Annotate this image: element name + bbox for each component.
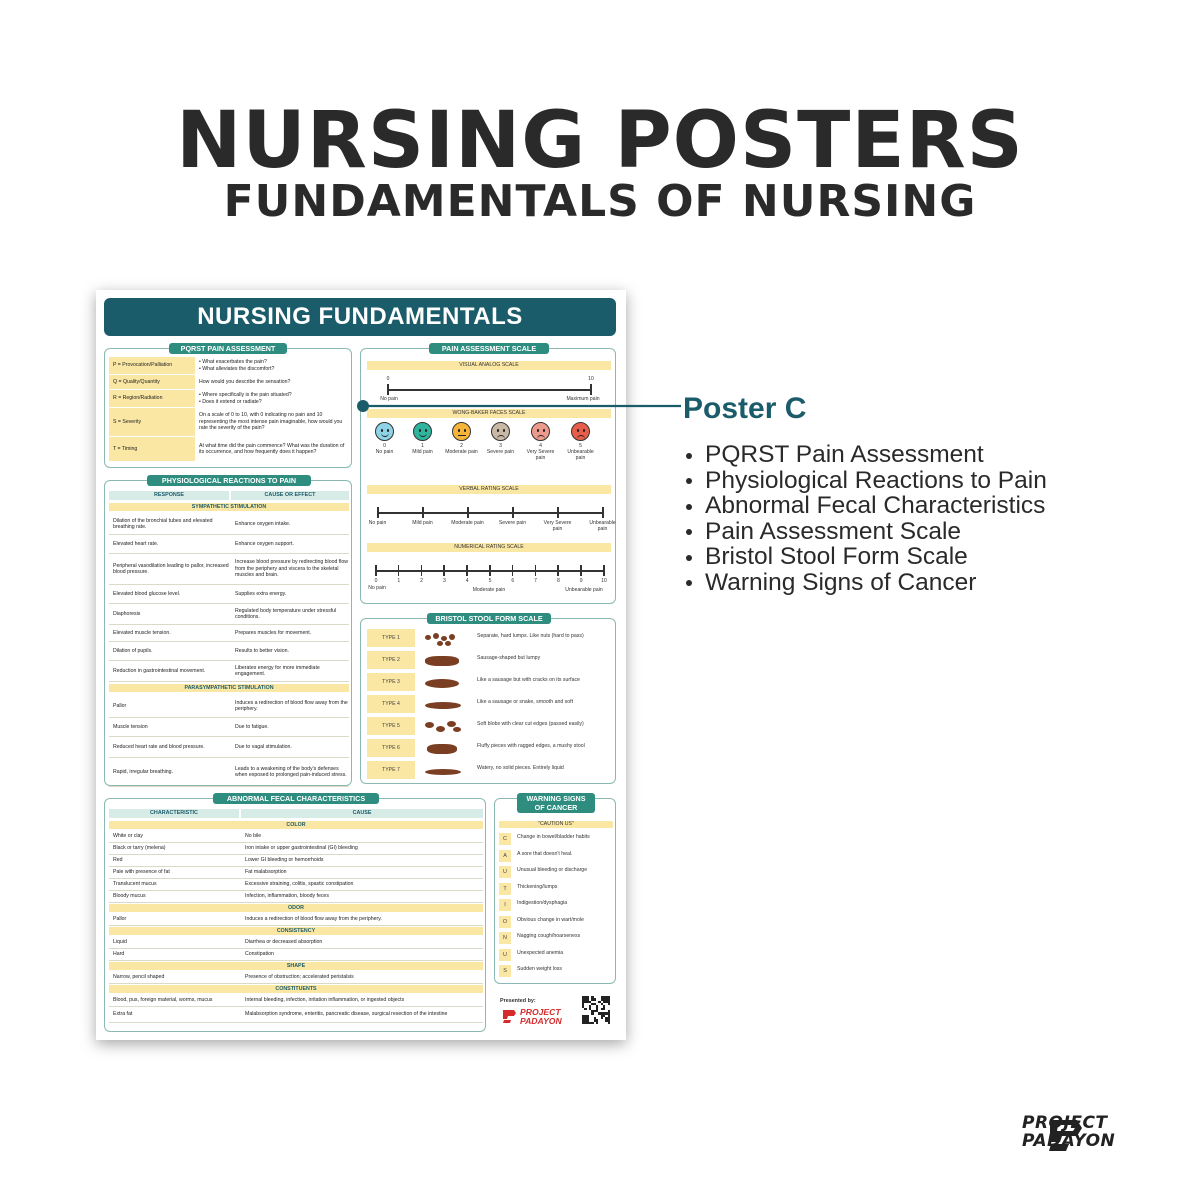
callout-list: [686, 442, 1047, 595]
face-eye-left: [497, 429, 500, 432]
cancer-letter: S: [499, 965, 511, 977]
physio-response: Dilation of pupils.: [113, 647, 153, 654]
verbal-label-item: No pain: [368, 520, 387, 526]
cancer-sign: Change in bowel/bladder habits: [517, 834, 590, 840]
verbal-tick: [377, 507, 379, 518]
pain-face: [491, 422, 510, 441]
face-number: 1: [421, 443, 424, 449]
face-eye-right: [543, 429, 546, 432]
fecal-row: [109, 995, 483, 1006]
qr-module: [596, 1022, 598, 1024]
physio-response: Elevated muscle tension.: [113, 629, 171, 636]
fecal-row: [109, 891, 483, 902]
bullet-icon: [686, 555, 692, 561]
stool-blob: [453, 727, 461, 732]
fecal-section: COLOR: [109, 821, 483, 829]
fecal-cause: Malabsorption syndrome, enteritis, pancreatic disease, surgical resection of the intestine: [245, 1011, 448, 1018]
fecal-row: [109, 879, 483, 890]
fecal-row: [109, 949, 483, 960]
bristol-stool-shape: [425, 764, 465, 778]
fecal-divider: [109, 902, 483, 903]
pqrst-row: [109, 408, 349, 436]
fecal-row: [109, 937, 483, 948]
cancer-letter: T: [499, 883, 511, 895]
fecal-row: [109, 914, 483, 925]
pqrst-row: [109, 375, 349, 389]
numerical-tick: [580, 565, 582, 576]
cancer-acronym: "CAUTION US": [499, 821, 613, 828]
fecal-section: CONSTITUENTS: [109, 985, 483, 993]
pain-scale-title: PAIN ASSESSMENT SCALE: [429, 343, 549, 354]
fecal-characteristic: White or clay: [113, 833, 143, 840]
numerical-tick: [421, 565, 423, 576]
pqrst-value: • Where specifically is the pain situated? • Does it extend or radiate?: [199, 392, 292, 405]
callout-item-text: Abnormal Fecal Characteristics: [705, 492, 1046, 519]
cancer-title: [517, 793, 595, 813]
bristol-type: TYPE 2: [367, 651, 415, 669]
bristol-type: TYPE 5: [367, 717, 415, 735]
cancer-letter: N: [499, 932, 511, 944]
fecal-divider: [109, 960, 483, 961]
physio-effect: Leads to a weakening of the body's defenses when exposed to prolonged pain-induced stress.: [235, 765, 347, 778]
stool-blob: [437, 641, 443, 646]
fecal-characteristic: Narrow, pencil shaped: [113, 974, 165, 981]
physio-response: Reduced heart rate and blood pressure.: [113, 743, 205, 750]
face-label: Unbearable pain: [567, 449, 594, 461]
physio-row: [109, 718, 349, 736]
physio-row: [109, 535, 349, 553]
bristol-stool-shape: [425, 698, 465, 712]
cancer-panel: [494, 794, 616, 984]
callout-connector: [355, 398, 685, 414]
fecal-cause: Induces a redirection of blood flow away from the periphery.: [245, 916, 382, 923]
face-mouth: [381, 432, 389, 437]
fecal-cause: Internal bleeding, infection, irritation inflammation, or ingested objects: [245, 997, 405, 1004]
pain-face: [413, 422, 432, 441]
vas-tick-left: [387, 384, 389, 395]
presented-by: Presented by:: [500, 998, 536, 1004]
face-eye-left: [458, 429, 461, 432]
verbal-label: VERBAL RATING SCALE: [367, 485, 611, 494]
qr-module: [591, 1012, 593, 1014]
verbal-label-item: Mild pain: [412, 520, 433, 526]
physio-response: Pallor: [113, 702, 127, 709]
physio-title: PHYSIOLOGICAL REACTIONS TO PAIN: [147, 475, 311, 486]
bristol-type: TYPE 6: [367, 739, 415, 757]
qr-module: [603, 1008, 605, 1010]
pqrst-row: [109, 357, 349, 374]
numerical-number: 4: [465, 578, 469, 584]
face-number: 4: [539, 443, 542, 449]
physio-divider: [109, 681, 349, 682]
cancer-sign: Thickening/lumps: [517, 883, 558, 890]
pqrst-key: P = Provocation/Palliation: [109, 357, 195, 374]
brand-logo-line2: PADAYON: [1022, 1131, 1116, 1151]
physio-response: Rapid, irregular breathing.: [113, 768, 173, 775]
face-label: No pain: [375, 449, 394, 455]
bristol-desc: Sausage-shaped but lumpy: [477, 655, 541, 661]
physio-panel: [104, 476, 352, 786]
cancer-title-line2: OF CANCER: [534, 803, 578, 812]
numerical-number: 0: [374, 578, 378, 584]
face-label: Severe pain: [486, 449, 515, 455]
physio-row: [109, 604, 349, 624]
physio-row: [109, 737, 349, 757]
stool-blob: [433, 633, 439, 639]
physio-response: Reduction in gastrointestinal movement.: [113, 667, 206, 674]
bullet-icon: [686, 453, 692, 459]
face-eye-right: [464, 429, 467, 432]
face-number: 0: [383, 443, 386, 449]
poster-brand-line2: PADAYON: [520, 1015, 562, 1026]
pain-face: [571, 422, 590, 441]
fecal-header-cause: CAUSE: [241, 809, 483, 818]
face-mouth: [458, 435, 466, 436]
pqrst-value: How would you describe the sensation?: [199, 378, 291, 385]
poster-brand-icon: [502, 1008, 518, 1024]
hero-subtitle: FUNDAMENTALS OF NURSING: [223, 176, 977, 227]
cancer-sign: Indigestion/dysphagia: [517, 900, 568, 906]
face-number: 3: [499, 443, 502, 449]
physio-section: SYMPATHETIC STIMULATION: [109, 503, 349, 511]
callout-label: Poster C: [683, 392, 807, 425]
qr-module: [591, 1022, 593, 1024]
physio-effect: Regulated body temperature under stressful conditions.: [235, 607, 337, 620]
pqrst-panel: [104, 344, 352, 468]
callout-item: [686, 519, 1047, 545]
fecal-panel: [104, 794, 486, 1032]
verbal-label-item: Severe pain: [498, 520, 527, 526]
fecal-characteristic: Pallor: [113, 916, 127, 923]
pqrst-key: Q = Quality/Quantity: [109, 375, 195, 389]
qr-module: [608, 1003, 610, 1005]
fecal-divider: [109, 925, 483, 926]
numerical-number: 7: [534, 578, 538, 584]
callout-item: [686, 570, 1047, 596]
physio-row: [109, 661, 349, 681]
bristol-type: TYPE 3: [367, 673, 415, 691]
bullet-icon: [686, 478, 692, 484]
fecal-cause: Diarrhea or decreased absorption: [245, 939, 323, 946]
poster-brand-line1: PROJECT: [520, 1007, 561, 1017]
stool-blob: [445, 641, 451, 646]
verbal-label-item: Moderate pain: [451, 520, 484, 526]
fecal-divider: [109, 983, 483, 984]
vas-line: [387, 389, 591, 391]
fecal-characteristic: Pale with presence of fat: [113, 869, 170, 876]
face-mouth: [577, 435, 585, 440]
stool-blob: [425, 722, 434, 728]
verbal-tick: [467, 507, 469, 518]
numerical-number: 5: [488, 578, 492, 584]
qr-code: [582, 996, 610, 1024]
stool-blob: [425, 656, 459, 666]
pqrst-value: At what time did the pain commence? What was the duration of its occurrence, and how frequently does it happen?: [199, 442, 345, 455]
bullet-icon: [686, 580, 692, 586]
fecal-cause: Presence of obstruction; accelerated peristalsis: [245, 974, 354, 981]
pain-scale-panel: [360, 344, 616, 604]
physio-response: Elevated heart rate.: [113, 540, 159, 547]
bristol-type: TYPE 7: [367, 761, 415, 779]
cancer-sign: Obvious change in wart/mole: [517, 916, 584, 923]
fecal-characteristic: Bloody mucus: [113, 893, 146, 900]
poster-title: NURSING FUNDAMENTALS: [104, 298, 616, 336]
physio-response: Dilation of the bronchial tubes and elevated breathing rate.: [113, 517, 213, 530]
physio-row: [109, 625, 349, 641]
numerical-tick: [512, 565, 514, 576]
numerical-tick: [489, 565, 491, 576]
wong-baker-label: WONG-BAKER FACES SCALE: [367, 409, 611, 418]
face-label: Moderate pain: [445, 449, 478, 455]
qr-module: [608, 1022, 610, 1024]
face-mouth: [537, 435, 545, 440]
physio-response: Elevated blood glucose level.: [113, 590, 181, 597]
numerical-tick: [557, 565, 559, 576]
bristol-desc: Watery, no solid pieces. Entirely liquid: [477, 765, 564, 771]
brand-logo-line1: PROJECT: [1022, 1113, 1108, 1133]
fecal-header-characteristic: CHARACTERISTIC: [109, 809, 239, 818]
vas-left-label: No pain: [380, 396, 398, 402]
callout-item-text: Physiological Reactions to Pain: [705, 466, 1047, 494]
pain-face: [452, 422, 471, 441]
fecal-characteristic: Blood, pus, foreign material, worms, mucus: [113, 997, 213, 1004]
physio-row: [109, 554, 349, 584]
face-label: Mild pain: [412, 449, 433, 455]
pqrst-row: [109, 390, 349, 407]
pqrst-value: On a scale of 0 to 10, with 0 indicating no pain and 10 representing the most intense pain imaginable, how would you rate the severity of the pain?: [199, 412, 343, 432]
numerical-number: 3: [442, 578, 446, 584]
callout-item: [686, 544, 1047, 570]
cancer-title-line1: WARNING SIGNS: [526, 794, 586, 803]
callout-item: [686, 468, 1047, 494]
cancer-sign: Sudden weight loss: [517, 966, 562, 972]
cancer-letter: A: [499, 850, 511, 862]
physio-row: [109, 642, 349, 660]
fecal-header: [109, 809, 483, 818]
stool-blob: [449, 634, 455, 640]
fecal-title: ABNORMAL FECAL CHARACTERISTICS: [213, 793, 379, 804]
physio-effect: Enhance oxygen support.: [235, 540, 294, 547]
fecal-cause: Lower GI bleeding or hemorrhoids: [245, 857, 324, 864]
fecal-row: [109, 867, 483, 878]
vas-label: VISUAL ANALOG SCALE: [367, 361, 611, 370]
physio-effect: Results to better vision.: [235, 647, 289, 654]
numerical-tick: [535, 565, 537, 576]
bristol-title: BRISTOL STOOL FORM SCALE: [427, 613, 551, 624]
poster-brand-text: [520, 1008, 562, 1025]
verbal-tick: [602, 507, 604, 518]
pain-face: [375, 422, 394, 441]
numerical-tick: [443, 565, 445, 576]
callout-item-text: Bristol Stool Form Scale: [705, 543, 968, 570]
numerical-left-label: No pain: [368, 585, 386, 591]
face-number: 5: [579, 443, 582, 449]
verbal-label-item: Unbearable pain: [589, 520, 616, 532]
stool-blob: [425, 635, 431, 640]
pqrst-key: R = Region/Radiation: [109, 390, 195, 407]
vas-max: 10: [588, 376, 594, 382]
physio-row: [109, 585, 349, 603]
vas-tick-right: [590, 384, 592, 395]
pqrst-key: S = Severity: [109, 408, 195, 436]
fecal-characteristic: Translucent mucus: [113, 881, 157, 888]
face-eye-left: [537, 429, 540, 432]
cancer-sign: Nagging cough/hoarseness: [517, 933, 581, 939]
physio-header: [109, 491, 349, 500]
physio-effect: Liberates energy for more immediate engagement.: [235, 664, 320, 677]
physio-effect: Increase blood pressure by redirecting blood flow from the periphery and viscera to the skeletal muscles and brain.: [235, 559, 349, 579]
bristol-desc: Soft blobs with clear cut edges (passed easily): [477, 721, 584, 727]
stool-blob: [425, 702, 461, 709]
callout-item: [686, 442, 1047, 468]
physio-row: [109, 758, 349, 786]
fecal-characteristic: Black or tarry (melena): [113, 845, 166, 852]
fecal-divider: [109, 1022, 483, 1023]
cancer-letter: C: [499, 833, 511, 845]
physio-divider: [109, 786, 349, 787]
fecal-cause: Infection, inflammation, bloody feces: [245, 893, 329, 900]
bristol-type: TYPE 4: [367, 695, 415, 713]
callout-item-text: Warning Signs of Cancer: [705, 568, 977, 596]
fecal-cause: Fat malabsorption: [245, 869, 287, 876]
face-eye-right: [583, 429, 586, 432]
numerical-number: 9: [579, 578, 583, 584]
pqrst-value: • What exacerbates the pain? • What alleviates the discomfort?: [199, 359, 275, 372]
physio-effect: Due to fatigue.: [235, 723, 269, 730]
cancer-sign: A sore that doesn't heal.: [517, 850, 573, 857]
bristol-panel: [360, 614, 616, 784]
cancer-letter: O: [499, 916, 511, 928]
pain-face: [531, 422, 550, 441]
physio-row: [109, 514, 349, 534]
numerical-label: NUMERICAL RATING SCALE: [367, 543, 611, 552]
vas-right-label: Maximum pain: [566, 396, 600, 402]
qr-module: [601, 1017, 603, 1019]
verbal-label-item: Very Severe pain: [543, 520, 572, 532]
physio-effect: Prepares muscles for movement.: [235, 629, 312, 636]
physio-response: Peripheral vasodilation leading to pallor, increased blood pressure.: [113, 562, 229, 575]
numerical-number: 6: [511, 578, 515, 584]
fecal-cause: Iron intake or upper gastrointestinal (GI) bleeding: [245, 845, 358, 852]
physio-response: Muscle tension: [113, 723, 148, 730]
cancer-letter: U: [499, 866, 511, 878]
bristol-desc: Like a sausage or snake, smooth and soft: [477, 699, 574, 705]
pqrst-row: [109, 437, 349, 461]
bristol-stool-shape: [425, 720, 465, 734]
fecal-cause: No bile: [245, 833, 262, 840]
physio-header-effect: CAUSE OR EFFECT: [231, 491, 349, 500]
fecal-section: ODOR: [109, 904, 483, 912]
bristol-desc: Fluffy pieces with ragged edges, a mushy stool: [477, 743, 585, 749]
numerical-number: 2: [420, 578, 424, 584]
callout-item: [686, 493, 1047, 519]
qr-module: [584, 1008, 586, 1010]
bristol-type: TYPE 1: [367, 629, 415, 647]
fecal-cause: Excessive straining, colitis, spastic constipation: [245, 881, 354, 888]
stool-blob: [447, 721, 456, 727]
bristol-stool-shape: [425, 654, 465, 668]
fecal-row: [109, 831, 483, 842]
numerical-number: 8: [556, 578, 560, 584]
bristol-desc: Separate, hard lumps. Like nuts (hard to pass): [477, 633, 584, 639]
cancer-letter: I: [499, 899, 511, 911]
fecal-row: [109, 843, 483, 854]
brand-logo-text: [1022, 1114, 1115, 1150]
fecal-section: SHAPE: [109, 962, 483, 970]
verbal-line: [377, 512, 603, 514]
qr-module: [594, 998, 596, 1000]
physio-effect: Enhance oxygen intake.: [235, 520, 291, 527]
pqrst-key: T = Timing: [109, 437, 195, 461]
bullet-icon: [686, 504, 692, 510]
cancer-sign: Unexpected anemia: [517, 949, 564, 956]
physio-effect: Supplies extra energy.: [235, 590, 287, 597]
face-label: Very Severe pain: [526, 449, 555, 461]
verbal-tick: [557, 507, 559, 518]
fecal-section: CONSISTENCY: [109, 927, 483, 935]
vas-min: 0: [386, 376, 390, 382]
hero-title: NURSING POSTERS: [176, 96, 1024, 186]
numerical-tick: [375, 565, 377, 576]
numerical-number: 10: [601, 578, 607, 584]
stool-blob: [427, 744, 457, 754]
physio-header-response: RESPONSE: [109, 491, 229, 500]
numerical-middle-label: Moderate pain: [472, 587, 506, 593]
fecal-characteristic: Liquid: [113, 939, 127, 946]
verbal-tick: [512, 507, 514, 518]
stool-blob: [436, 726, 445, 732]
fecal-characteristic: Extra fat: [113, 1011, 133, 1018]
fecal-row: [109, 855, 483, 866]
callout-item-text: Pain Assessment Scale: [705, 517, 962, 545]
bristol-stool-shape: [425, 632, 465, 646]
numerical-number: 1: [397, 578, 401, 584]
cancer-sign: Unusual bleeding or discharge: [517, 867, 588, 873]
stool-blob: [425, 679, 459, 688]
bullet-icon: [686, 529, 692, 535]
numerical-tick: [466, 565, 468, 576]
physio-section: PARASYMPATHETIC STIMULATION: [109, 684, 349, 692]
stool-blob: [425, 769, 461, 775]
face-eye-left: [577, 429, 580, 432]
fecal-cause: Constipation: [245, 951, 274, 958]
face-mouth: [497, 435, 505, 440]
numerical-tick: [398, 565, 400, 576]
bristol-stool-shape: [425, 676, 465, 690]
face-number: 2: [460, 443, 463, 449]
face-mouth: [419, 432, 427, 437]
face-eye-right: [503, 429, 506, 432]
fecal-characteristic: Red: [113, 857, 123, 864]
numerical-right-label: Unbearable pain: [565, 587, 603, 593]
pqrst-title: PQRST PAIN ASSESSMENT: [169, 343, 287, 354]
numerical-tick: [603, 565, 605, 576]
verbal-tick: [422, 507, 424, 518]
fecal-row: [109, 1007, 483, 1022]
physio-effect: Induces a redirection of blood flow away from the periphery.: [235, 699, 348, 712]
fecal-row: [109, 972, 483, 983]
physio-row: [109, 695, 349, 717]
bristol-desc: Like a sausage but with cracks on its surface: [477, 677, 580, 683]
cancer-letter: U: [499, 949, 511, 961]
physio-response: Diaphoresis: [113, 610, 141, 617]
physio-effect: Due to vagal stimulation.: [235, 743, 292, 750]
callout-item-text: PQRST Pain Assessment: [705, 441, 984, 468]
fecal-characteristic: Hard: [113, 951, 125, 958]
bristol-stool-shape: [425, 742, 465, 756]
